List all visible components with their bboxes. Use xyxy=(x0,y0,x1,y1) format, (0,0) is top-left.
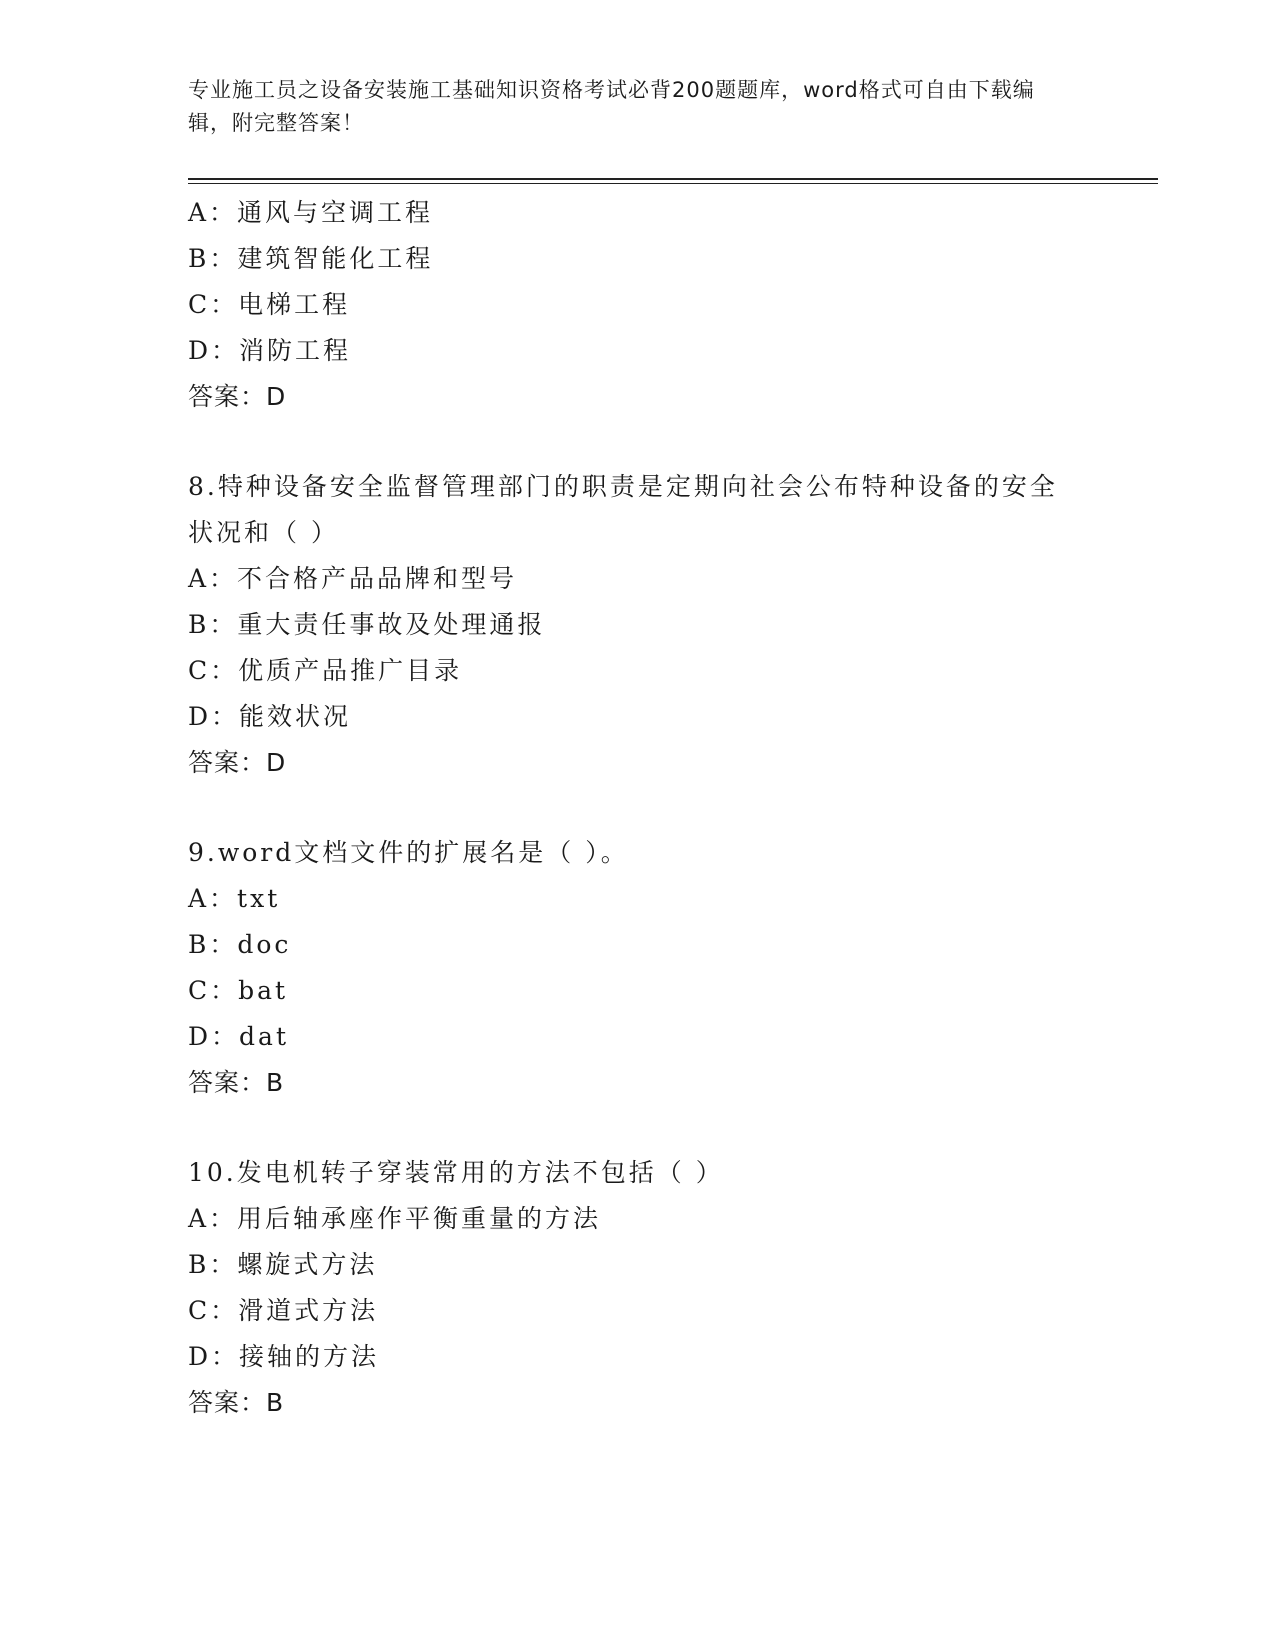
option-d: D：能效状况 xyxy=(188,702,352,731)
document-header: 专业施工员之设备安装施工基础知识资格考试必背200题题库，word格式可自由下载编辑，附完整答案！ xyxy=(188,78,1035,135)
answer-line: 答案：D xyxy=(188,748,287,777)
answer-line: 答案：D xyxy=(188,382,287,411)
question-block-9 xyxy=(188,830,1068,1106)
option-a: A：txt xyxy=(188,884,281,913)
option-d: D：dat xyxy=(188,1022,289,1051)
option-c: C：优质产品推广目录 xyxy=(188,656,463,685)
option-a: A：用后轴承座作平衡重量的方法 xyxy=(188,1204,602,1233)
option-b: B：重大责任事故及处理通报 xyxy=(188,610,546,639)
question-text: 10.发电机转子穿装常用的方法不包括（ ） xyxy=(188,1158,724,1187)
option-b: B：螺旋式方法 xyxy=(188,1250,378,1279)
spacer xyxy=(188,420,1068,464)
option-b: B：doc xyxy=(188,930,292,959)
option-c: C：滑道式方法 xyxy=(188,1296,379,1325)
question-block-7 xyxy=(188,190,1068,420)
question-list xyxy=(188,190,1068,1426)
spacer xyxy=(188,1106,1068,1150)
option-d: D：接轴的方法 xyxy=(188,1342,380,1371)
question-block-8 xyxy=(188,464,1068,786)
header-divider-thick xyxy=(188,178,1158,180)
question-text: 8.特种设备安全监督管理部门的职责是定期向社会公布特种设备的安全状况和（ ） xyxy=(188,472,1058,547)
header-divider-thin xyxy=(188,183,1158,184)
option-c: C：bat xyxy=(188,976,289,1005)
option-a: A：通风与空调工程 xyxy=(188,198,434,227)
answer-line: 答案：B xyxy=(188,1388,285,1417)
option-b: B：建筑智能化工程 xyxy=(188,244,434,273)
option-a: A：不合格产品品牌和型号 xyxy=(188,564,518,593)
option-c: C：电梯工程 xyxy=(188,290,351,319)
spacer xyxy=(188,786,1068,830)
question-text: 9.word文档文件的扩展名是（ ）。 xyxy=(188,838,629,867)
question-block-10 xyxy=(188,1150,1068,1426)
option-d: D：消防工程 xyxy=(188,336,352,365)
answer-line: 答案：B xyxy=(188,1068,285,1097)
